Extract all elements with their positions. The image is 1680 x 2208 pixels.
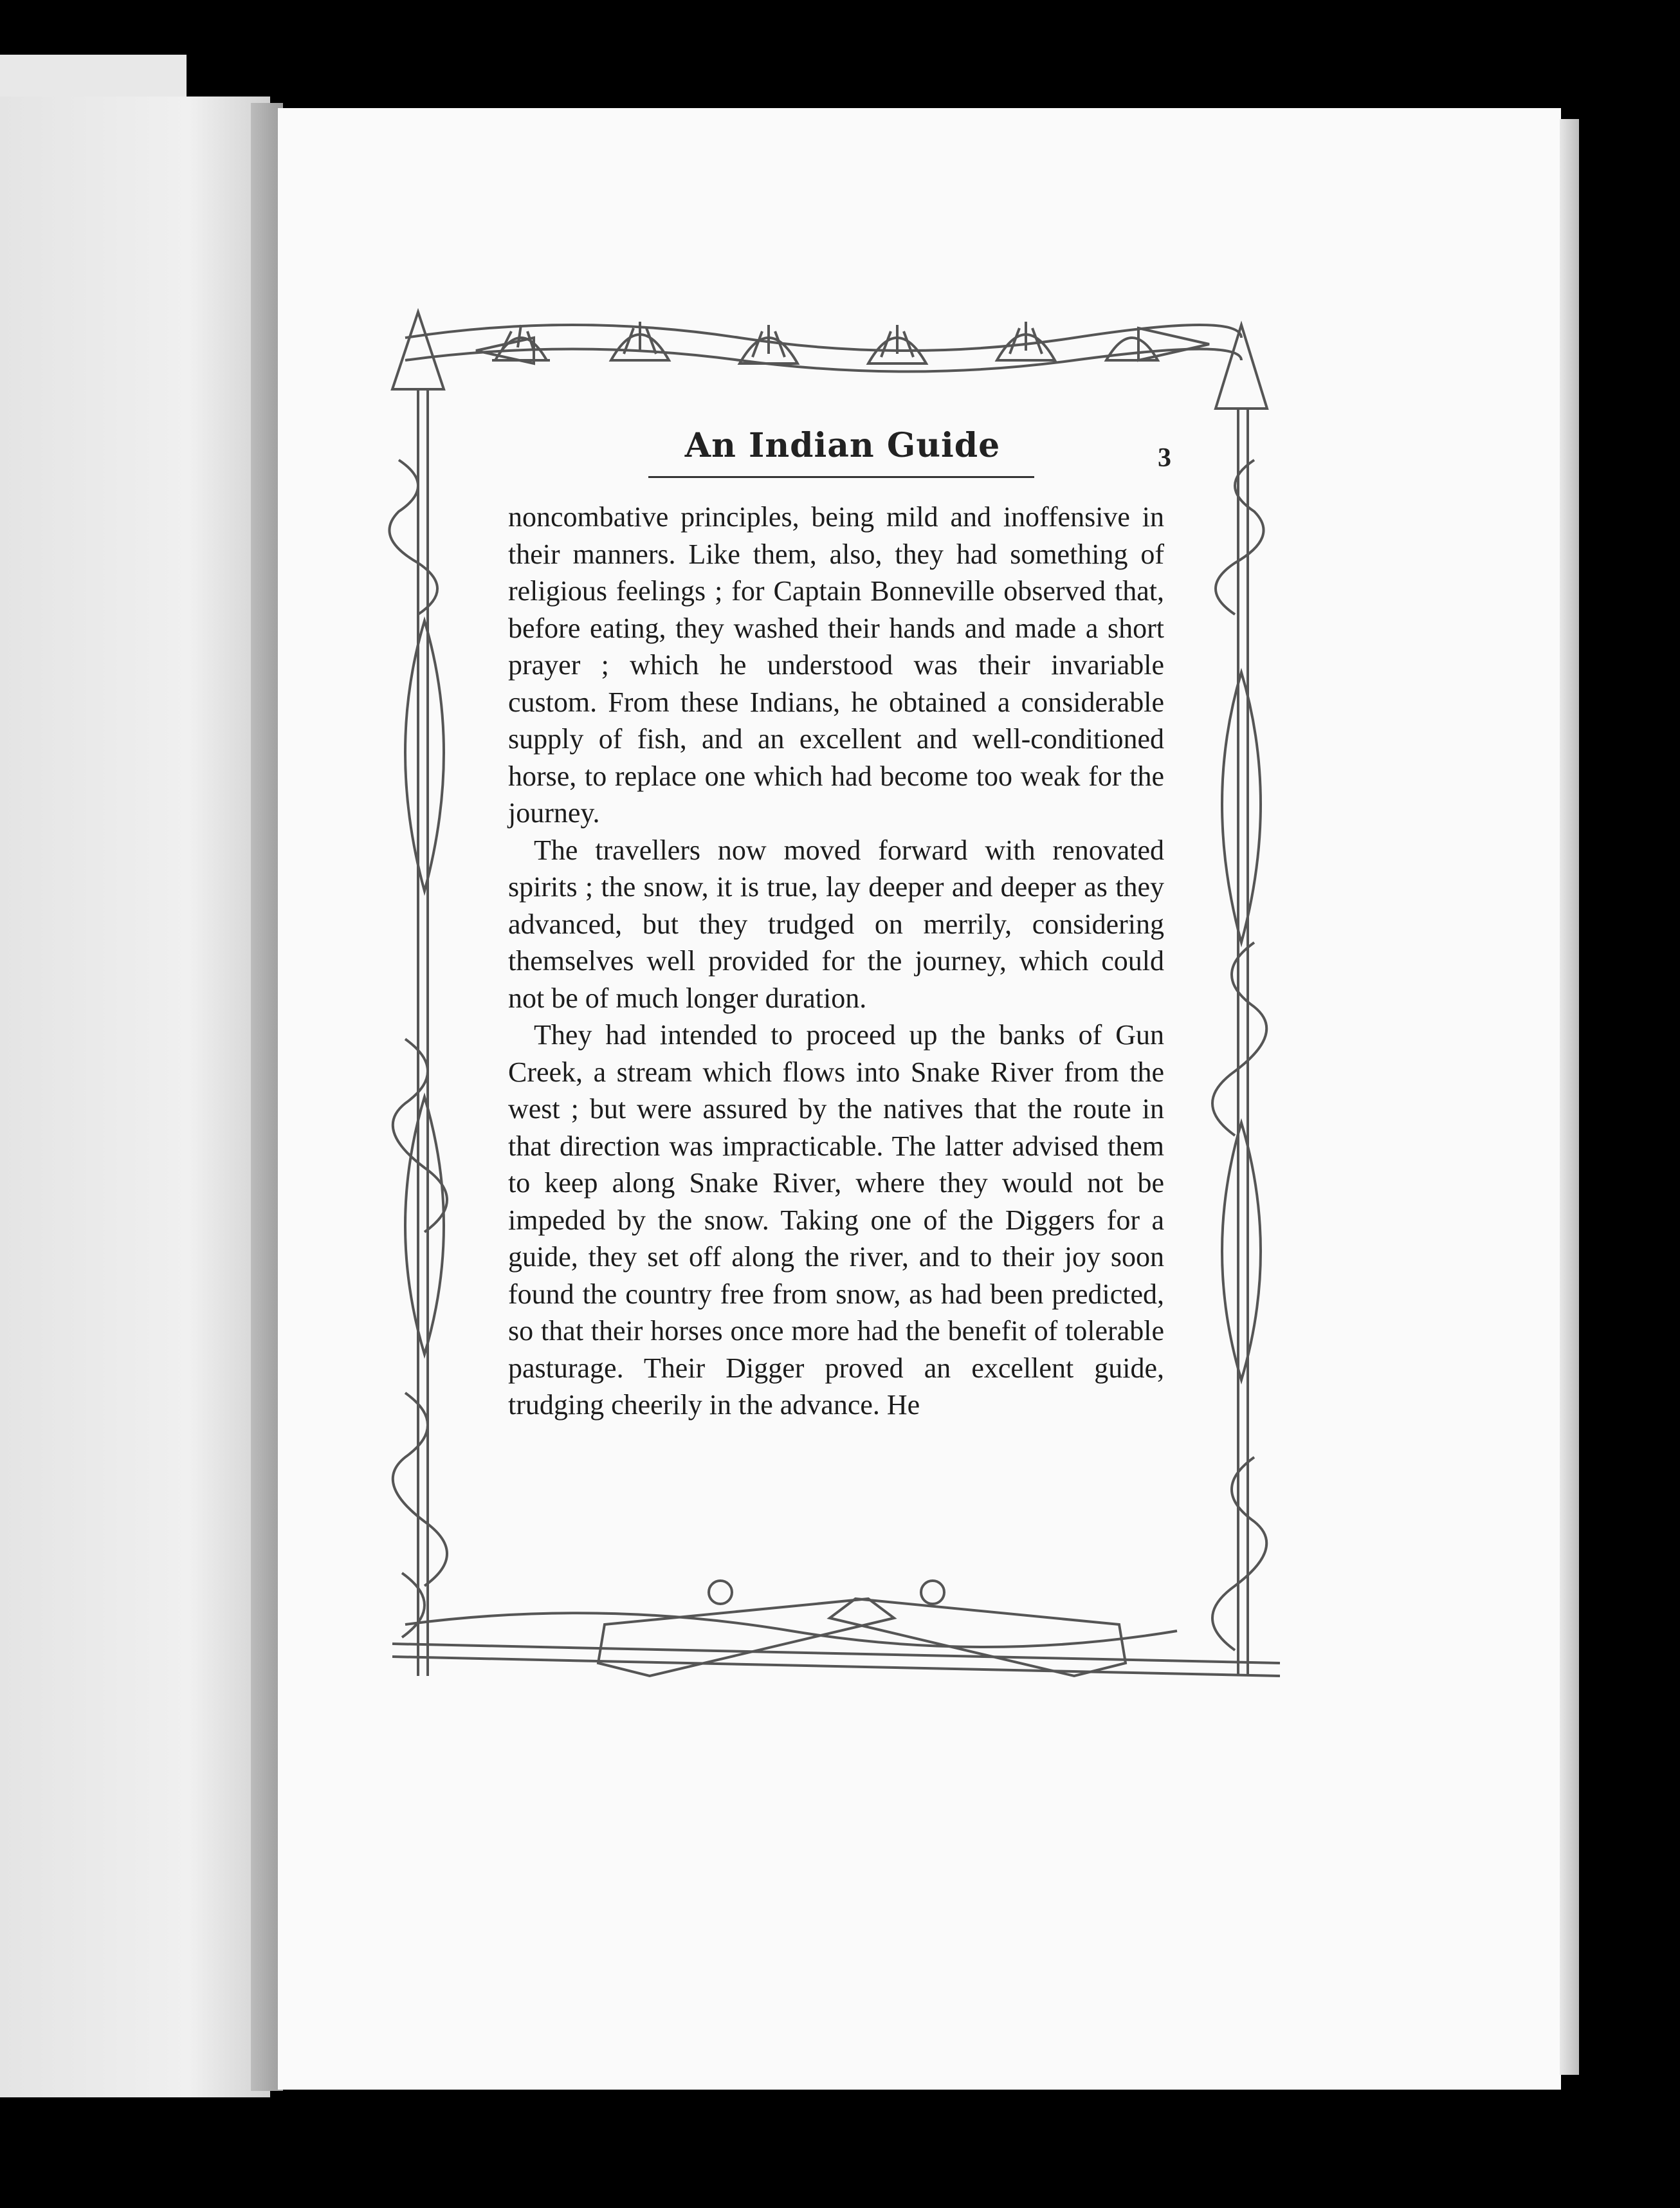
body-text (508, 499, 1164, 1424)
paragraph: noncombative principles, being mild and inoffensive in their manners. Like them, also, they had something of religious feelings ; for Captain Bonneville observed that, before eating, they washed their hands and made a short prayer ; which he understood was their invariable custom. From these Indians, he obtained a considerable supply of fish, and an excellent and well-conditioned horse, to replace one which had become too weak for the journey. (508, 501, 1164, 829)
fish-icon (1222, 672, 1261, 943)
left-page (0, 97, 270, 2097)
paragraph: They had intended to proceed up the banks of Gun Creek, a stream which flows into Snake River from the west ; but were assured by the natives that the route in that direction was impracticable. The latter advised them to keep along Snake River, where they would not be impeded by the snow. Taking one of the Diggers for a guide, they set off along the river, and to their joy soon found the country free from snow, as had been predicted, so that their horses once more had the benefit of tolerable pasturage. Their Digger proved an excellent guide, trudging cheerily in the advance. He (508, 1019, 1164, 1421)
arrow-right-icon (1138, 328, 1209, 360)
shell-ornaments (492, 322, 1158, 363)
book-cover-edge (0, 55, 187, 100)
header-rule (648, 476, 1034, 478)
page-edge (1560, 119, 1579, 2075)
page-number: 3 (1158, 443, 1171, 473)
fish-icon (405, 621, 444, 891)
running-head: An Indian Guide (684, 426, 1001, 465)
fish-icon (405, 1097, 444, 1354)
pistol-icon (830, 1599, 1126, 1676)
fish-icon (1222, 1123, 1261, 1380)
paragraph: The travellers now moved forward with renovated spirits ; the snow, it is true, lay deeper and deeper as they advanced, but they trudged on merrily, considering themselves well provided for the journey, which could not be of much longer duration. (508, 834, 1164, 1014)
